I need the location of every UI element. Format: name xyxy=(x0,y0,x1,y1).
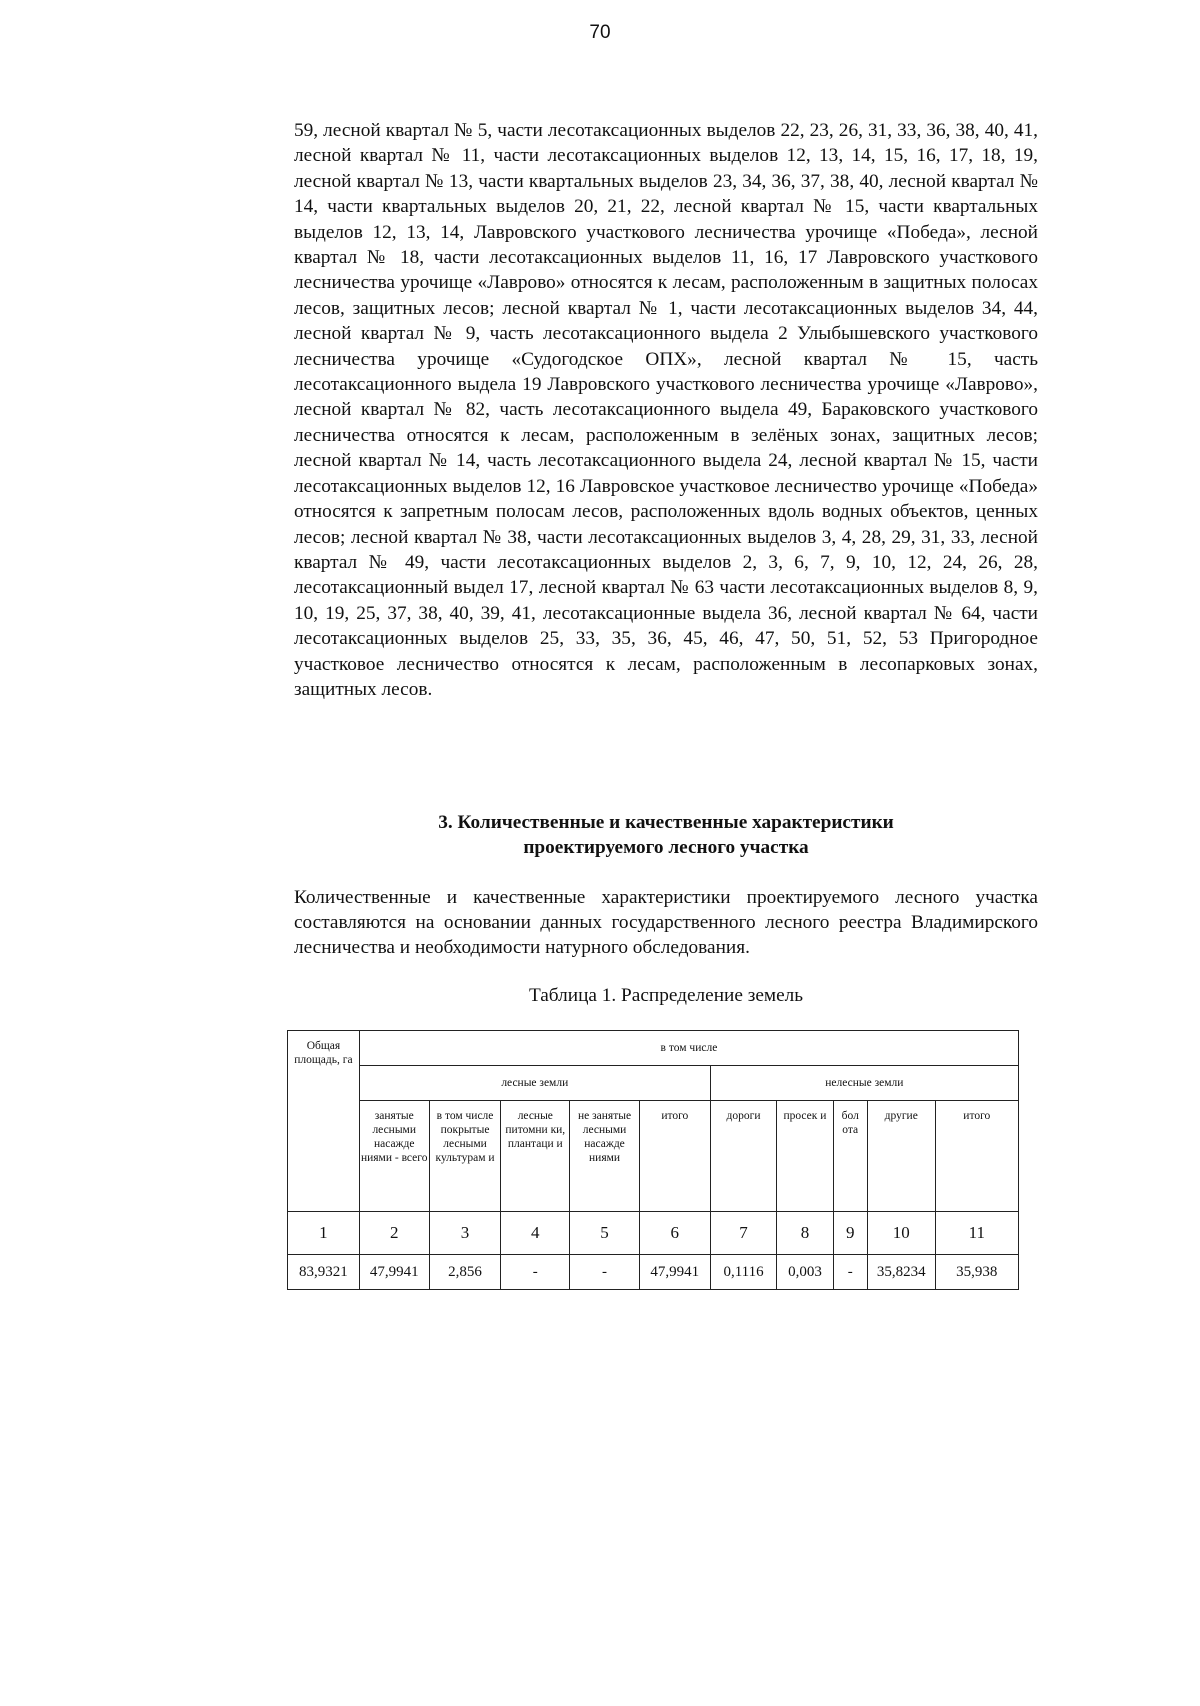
section-heading-line-1: 3. Количественные и качественные характеристики xyxy=(438,812,894,833)
section-heading xyxy=(294,810,1038,860)
value-forested: 47,9941 xyxy=(359,1255,429,1290)
value-clearings: 0,003 xyxy=(777,1255,833,1290)
column-number: 3 xyxy=(429,1212,501,1255)
column-number: 4 xyxy=(501,1212,570,1255)
header-col-6: итого xyxy=(639,1101,710,1212)
body-paragraph: 59, лесной квартал № 5, части лесотаксационных выделов 22, 23, 26, 31, 33, 36, 38, 40, 41, лесной квартал № 11, части лесотаксационных выделов 12, 13, 14, 15, 16, 17, 18, 19, лесной квартал № 13, части квартальных выделов 23, 34, 36, 37, 38, 40, лесной квартал № 14, части квартальных выделов 20, 21, 22, лесной квартал № 15, части квартальных выделов 12, 13, 14, Лавровского участкового лесничества урочище «Победа», лесной квартал № 18, части лесотаксационных выделов 11, 16, 17 Лавровского участкового лесничества урочище «Лаврово» относятся к лесам, расположенным в защитных полосах лесов, защитных лесов; лесной квартал № 1, части лесотаксационных выделов 34, 44, лесной квартал № 9, часть лесотаксационного выдела 2 Улыбышевского участкового лесничества урочище «Судогодское ОПХ», лесной квартал № 15, часть лесотаксационного выдела 19 Лавровского участкового лесничества урочище «Лаврово», лесной квартал № 82, часть лесотаксационного выдела 49, Бараковского участкового лесничества относятся к лесам, расположенным в зелёных зонах, защитных лесов; лесной квартал № 14, часть лесотаксационного выдела 24, лесной квартал № 15, части лесотаксационных выделов 12, 16 Лавровское участковое лесничество урочище «Победа» относятся к запретным полосам лесов, расположенных вдоль водных объектов, ценных лесов; лесной квартал № 38, части лесотаксационных выделов 3, 4, 28, 29, 31, 33, лесной квартал № 49, части лесотаксационных выделов 2, 3, 6, 7, 9, 10, 12, 24, 26, 28, лесотаксационный выдел 17, лесной квартал № 63 части лесотаксационных выделов 8, 9, 10, 19, 25, 37, 38, 40, 39, 41, лесотаксационные выдела 36, лесной квартал № 64, части лесотаксационных выделов 25, 33, 35, 36, 45, 46, 47, 50, 51, 52, 53 Пригородное участковое лесничество относятся к лесам, расположенным в лесопарковых зонах, защитных лесов. xyxy=(294,120,1038,700)
column-number: 11 xyxy=(935,1212,1018,1255)
table-value-row xyxy=(288,1255,1019,1290)
column-number: 8 xyxy=(777,1212,833,1255)
header-col-8: просек и xyxy=(777,1101,833,1212)
value-nurseries: - xyxy=(501,1255,570,1290)
value-roads: 0,1116 xyxy=(710,1255,777,1290)
table-header-row-3 xyxy=(288,1101,1019,1212)
value-forest-cultures: 2,856 xyxy=(429,1255,501,1290)
header-col-11: итого xyxy=(935,1101,1018,1212)
table-caption: Таблица 1. Распределение земель xyxy=(528,985,804,1006)
header-col-7: дороги xyxy=(710,1101,777,1212)
header-col-2: занятые лесными насажде ниями - всего xyxy=(359,1101,429,1212)
table-header-row-1 xyxy=(288,1031,1019,1066)
header-col-9: бол ота xyxy=(833,1101,867,1212)
column-number: 10 xyxy=(867,1212,935,1255)
column-number: 1 xyxy=(288,1212,360,1255)
column-number-row xyxy=(288,1212,1019,1255)
value-swamps: - xyxy=(833,1255,867,1290)
land-distribution-table xyxy=(287,1030,1019,1290)
column-number: 2 xyxy=(359,1212,429,1255)
table-header-row-2 xyxy=(288,1066,1019,1101)
value-nonforest-total: 35,938 xyxy=(935,1255,1018,1290)
value-forest-total: 47,9941 xyxy=(639,1255,710,1290)
section-heading-line-2: проектируемого лесного участка xyxy=(523,837,809,858)
value-other: 35,8234 xyxy=(867,1255,935,1290)
header-total-area: Общая площадь, га xyxy=(288,1031,360,1212)
header-col-10: другие xyxy=(867,1101,935,1212)
page-number: 70 xyxy=(589,22,611,43)
column-number: 6 xyxy=(639,1212,710,1255)
value-unforested: - xyxy=(570,1255,640,1290)
section-intro-paragraph: Количественные и качественные характеристики проектируемого лесного участка составляются на основании данных государственного лесного реестра Владимирского лесничества и необходимости натурного обследования. xyxy=(294,887,1038,958)
header-forest-lands: лесные земли xyxy=(359,1066,710,1101)
header-col-5: не занятые лесными насажде ниями xyxy=(570,1101,640,1212)
header-nonforest-lands: нелесные земли xyxy=(710,1066,1018,1101)
column-number: 5 xyxy=(570,1212,640,1255)
value-total-area: 83,9321 xyxy=(288,1255,360,1290)
header-including: в том числе xyxy=(359,1031,1018,1066)
header-col-3: в том числе покрытые лесными культурам и xyxy=(429,1101,501,1212)
header-col-4: лесные питомни ки, плантаци и xyxy=(501,1101,570,1212)
column-number: 9 xyxy=(833,1212,867,1255)
column-number: 7 xyxy=(710,1212,777,1255)
